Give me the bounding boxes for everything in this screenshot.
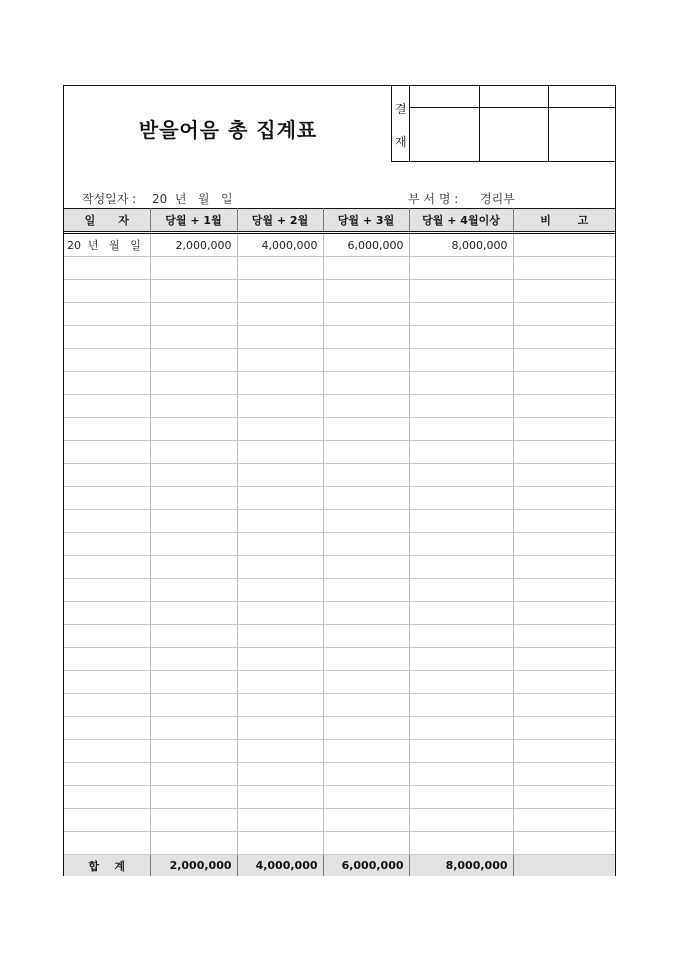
empty-cell[interactable] xyxy=(513,487,615,510)
amount-cell[interactable]: 8,000,000 xyxy=(409,233,513,257)
table-row xyxy=(64,372,615,395)
empty-cell[interactable] xyxy=(513,625,615,648)
column-header: 당월 + 4월이상 xyxy=(409,209,513,233)
empty-cell[interactable] xyxy=(323,556,409,579)
empty-cell[interactable] xyxy=(150,740,237,763)
empty-cell[interactable] xyxy=(323,671,409,694)
empty-cell[interactable] xyxy=(513,648,615,671)
approval-cell-2[interactable] xyxy=(480,86,549,161)
table-body xyxy=(64,233,615,855)
empty-cell[interactable] xyxy=(323,648,409,671)
empty-cell[interactable] xyxy=(237,441,323,464)
empty-cell[interactable] xyxy=(409,602,513,625)
empty-cell[interactable] xyxy=(409,464,513,487)
empty-cell[interactable] xyxy=(409,740,513,763)
table-row xyxy=(64,786,615,809)
empty-cell[interactable] xyxy=(323,832,409,855)
table-row xyxy=(64,418,615,441)
empty-cell[interactable] xyxy=(237,832,323,855)
empty-cell[interactable] xyxy=(64,579,150,602)
column-header: 일 자 xyxy=(64,209,150,233)
column-header: 당월 + 3월 xyxy=(323,209,409,233)
empty-cell[interactable] xyxy=(409,625,513,648)
table-row xyxy=(64,303,615,326)
empty-cell[interactable] xyxy=(513,579,615,602)
empty-cell[interactable] xyxy=(409,786,513,809)
empty-cell[interactable] xyxy=(513,510,615,533)
table-row xyxy=(64,233,615,257)
empty-cell[interactable] xyxy=(237,349,323,372)
approval-divider xyxy=(410,107,616,108)
empty-cell[interactable] xyxy=(150,395,237,418)
empty-cell[interactable] xyxy=(150,602,237,625)
empty-cell[interactable] xyxy=(323,372,409,395)
approval-box xyxy=(391,86,616,162)
empty-cell[interactable] xyxy=(513,717,615,740)
empty-cell[interactable] xyxy=(237,602,323,625)
empty-cell[interactable] xyxy=(150,418,237,441)
empty-cell[interactable] xyxy=(150,763,237,786)
empty-cell[interactable] xyxy=(237,510,323,533)
empty-cell[interactable] xyxy=(64,786,150,809)
empty-cell[interactable] xyxy=(150,694,237,717)
empty-cell[interactable] xyxy=(513,740,615,763)
empty-cell[interactable] xyxy=(323,441,409,464)
empty-cell[interactable] xyxy=(323,418,409,441)
empty-cell[interactable] xyxy=(150,303,237,326)
empty-cell[interactable] xyxy=(150,372,237,395)
empty-cell[interactable] xyxy=(513,694,615,717)
empty-cell[interactable] xyxy=(64,303,150,326)
empty-cell[interactable] xyxy=(409,326,513,349)
totals-row xyxy=(64,855,615,877)
empty-cell[interactable] xyxy=(513,372,615,395)
empty-cell[interactable] xyxy=(64,372,150,395)
table-row xyxy=(64,809,615,832)
empty-cell[interactable] xyxy=(323,809,409,832)
empty-cell[interactable] xyxy=(150,671,237,694)
empty-cell[interactable] xyxy=(64,809,150,832)
empty-cell[interactable] xyxy=(237,740,323,763)
empty-cell[interactable] xyxy=(64,280,150,303)
total-amount-cell: 4,000,000 xyxy=(237,855,323,877)
empty-cell[interactable] xyxy=(64,648,150,671)
empty-cell[interactable] xyxy=(409,303,513,326)
total-amount-cell: 2,000,000 xyxy=(150,855,237,877)
empty-cell[interactable] xyxy=(409,372,513,395)
empty-cell[interactable] xyxy=(64,556,150,579)
empty-cell[interactable] xyxy=(409,418,513,441)
empty-cell[interactable] xyxy=(64,671,150,694)
table-row xyxy=(64,717,615,740)
empty-cell[interactable] xyxy=(237,648,323,671)
column-header: 당월 + 2월 xyxy=(237,209,323,233)
empty-cell[interactable] xyxy=(409,832,513,855)
empty-cell[interactable] xyxy=(513,602,615,625)
empty-cell[interactable] xyxy=(513,349,615,372)
table-row xyxy=(64,510,615,533)
empty-cell[interactable] xyxy=(64,625,150,648)
empty-cell[interactable] xyxy=(323,763,409,786)
total-amount-cell: 6,000,000 xyxy=(323,855,409,877)
empty-cell[interactable] xyxy=(237,579,323,602)
empty-cell[interactable] xyxy=(237,326,323,349)
approval-cell-3[interactable] xyxy=(549,86,617,161)
table-row xyxy=(64,464,615,487)
total-amount-cell: 8,000,000 xyxy=(409,855,513,877)
table-row xyxy=(64,671,615,694)
empty-cell[interactable] xyxy=(323,533,409,556)
table-row xyxy=(64,556,615,579)
empty-cell[interactable] xyxy=(150,441,237,464)
table-row xyxy=(64,257,615,280)
empty-cell[interactable] xyxy=(323,740,409,763)
approval-label-bottom: 재 xyxy=(395,135,407,149)
column-header: 비 고 xyxy=(513,209,615,233)
empty-cell[interactable] xyxy=(237,717,323,740)
empty-cell[interactable] xyxy=(323,303,409,326)
empty-cell[interactable] xyxy=(409,671,513,694)
empty-cell[interactable] xyxy=(513,395,615,418)
empty-cell[interactable] xyxy=(513,832,615,855)
empty-cell[interactable] xyxy=(513,556,615,579)
approval-cell-1[interactable] xyxy=(410,86,480,161)
empty-cell[interactable] xyxy=(409,579,513,602)
empty-cell[interactable] xyxy=(64,763,150,786)
empty-cell[interactable] xyxy=(150,809,237,832)
table-row xyxy=(64,763,615,786)
empty-cell[interactable] xyxy=(409,717,513,740)
empty-cell[interactable] xyxy=(237,487,323,510)
totals-label: 합 계 xyxy=(64,855,150,877)
empty-cell[interactable] xyxy=(237,280,323,303)
table-row xyxy=(64,326,615,349)
empty-cell[interactable] xyxy=(513,418,615,441)
date-label: 작성일자 : xyxy=(82,192,137,206)
empty-cell[interactable] xyxy=(409,694,513,717)
empty-cell[interactable] xyxy=(64,740,150,763)
table-row xyxy=(64,648,615,671)
empty-cell[interactable] xyxy=(409,441,513,464)
table-row xyxy=(64,694,615,717)
empty-cell[interactable] xyxy=(64,510,150,533)
amount-cell[interactable]: 6,000,000 xyxy=(323,233,409,257)
empty-cell[interactable] xyxy=(513,809,615,832)
empty-cell[interactable] xyxy=(150,786,237,809)
empty-cell[interactable] xyxy=(64,395,150,418)
column-header: 당월 + 1월 xyxy=(150,209,237,233)
empty-cell[interactable] xyxy=(237,556,323,579)
empty-cell[interactable] xyxy=(150,648,237,671)
table-row xyxy=(64,533,615,556)
table-row xyxy=(64,441,615,464)
empty-cell[interactable] xyxy=(323,487,409,510)
empty-cell[interactable] xyxy=(323,280,409,303)
empty-cell[interactable] xyxy=(513,280,615,303)
empty-cell[interactable] xyxy=(150,533,237,556)
empty-cell[interactable] xyxy=(513,786,615,809)
table-row xyxy=(64,395,615,418)
dept-value[interactable]: 경리부 xyxy=(480,192,515,206)
empty-cell[interactable] xyxy=(323,717,409,740)
empty-cell[interactable] xyxy=(237,809,323,832)
empty-cell[interactable] xyxy=(150,625,237,648)
empty-cell[interactable] xyxy=(323,257,409,280)
empty-cell[interactable] xyxy=(237,786,323,809)
empty-cell[interactable] xyxy=(150,349,237,372)
table-row xyxy=(64,487,615,510)
approval-label-top: 결 xyxy=(395,102,407,116)
empty-cell[interactable] xyxy=(323,349,409,372)
empty-cell[interactable] xyxy=(64,418,150,441)
empty-cell[interactable] xyxy=(64,326,150,349)
approval-label xyxy=(392,86,410,161)
empty-cell[interactable] xyxy=(64,257,150,280)
summary-table xyxy=(64,208,615,876)
empty-cell[interactable] xyxy=(64,464,150,487)
empty-cell[interactable] xyxy=(64,602,150,625)
empty-cell[interactable] xyxy=(323,464,409,487)
empty-cell[interactable] xyxy=(64,832,150,855)
empty-cell[interactable] xyxy=(150,579,237,602)
empty-cell[interactable] xyxy=(237,533,323,556)
empty-cell[interactable] xyxy=(64,487,150,510)
empty-cell[interactable] xyxy=(150,510,237,533)
amount-cell[interactable] xyxy=(513,233,615,257)
empty-cell[interactable] xyxy=(150,832,237,855)
table-row xyxy=(64,740,615,763)
table-row xyxy=(64,832,615,855)
table-header-row xyxy=(64,209,615,233)
empty-cell[interactable] xyxy=(64,717,150,740)
empty-cell[interactable] xyxy=(237,671,323,694)
table-row xyxy=(64,625,615,648)
empty-cell[interactable] xyxy=(409,510,513,533)
empty-cell[interactable] xyxy=(237,694,323,717)
empty-cell[interactable] xyxy=(323,602,409,625)
empty-cell[interactable] xyxy=(409,809,513,832)
empty-cell[interactable] xyxy=(513,464,615,487)
empty-cell[interactable] xyxy=(409,763,513,786)
amount-cell[interactable]: 2,000,000 xyxy=(150,233,237,257)
empty-cell[interactable] xyxy=(237,625,323,648)
empty-cell[interactable] xyxy=(513,533,615,556)
empty-cell[interactable] xyxy=(323,694,409,717)
empty-cell[interactable] xyxy=(409,257,513,280)
empty-cell[interactable] xyxy=(323,326,409,349)
empty-cell[interactable] xyxy=(323,625,409,648)
empty-cell[interactable] xyxy=(64,441,150,464)
empty-cell[interactable] xyxy=(513,303,615,326)
report-frame xyxy=(63,85,616,876)
document-title: 받을어음 총 집계표 xyxy=(138,118,318,142)
empty-cell[interactable] xyxy=(64,533,150,556)
empty-cell[interactable] xyxy=(409,349,513,372)
date-value[interactable]: 20 년 월 일 xyxy=(152,192,233,206)
empty-cell[interactable] xyxy=(150,487,237,510)
row-date-cell[interactable]: 20 년 월 일 xyxy=(64,233,150,257)
empty-cell[interactable] xyxy=(237,372,323,395)
empty-cell[interactable] xyxy=(237,418,323,441)
empty-cell[interactable] xyxy=(150,326,237,349)
empty-cell[interactable] xyxy=(409,280,513,303)
empty-cell[interactable] xyxy=(237,464,323,487)
empty-cell[interactable] xyxy=(323,579,409,602)
total-amount-cell xyxy=(513,855,615,877)
empty-cell[interactable] xyxy=(64,349,150,372)
empty-cell[interactable] xyxy=(323,395,409,418)
empty-cell[interactable] xyxy=(150,464,237,487)
empty-cell[interactable] xyxy=(513,671,615,694)
empty-cell[interactable] xyxy=(513,763,615,786)
empty-cell[interactable] xyxy=(237,257,323,280)
empty-cell[interactable] xyxy=(323,510,409,533)
empty-cell[interactable] xyxy=(513,441,615,464)
empty-cell[interactable] xyxy=(513,326,615,349)
table-row xyxy=(64,602,615,625)
empty-cell[interactable] xyxy=(409,533,513,556)
table-row xyxy=(64,280,615,303)
empty-cell[interactable] xyxy=(150,280,237,303)
empty-cell[interactable] xyxy=(323,786,409,809)
empty-cell[interactable] xyxy=(150,717,237,740)
empty-cell[interactable] xyxy=(409,648,513,671)
empty-cell[interactable] xyxy=(237,303,323,326)
empty-cell[interactable] xyxy=(513,257,615,280)
empty-cell[interactable] xyxy=(237,395,323,418)
empty-cell[interactable] xyxy=(409,556,513,579)
empty-cell[interactable] xyxy=(409,395,513,418)
dept-label: 부 서 명 : xyxy=(408,192,459,206)
empty-cell[interactable] xyxy=(409,487,513,510)
table-row xyxy=(64,579,615,602)
empty-cell[interactable] xyxy=(150,556,237,579)
table-row xyxy=(64,349,615,372)
empty-cell[interactable] xyxy=(237,763,323,786)
amount-cell[interactable]: 4,000,000 xyxy=(237,233,323,257)
empty-cell[interactable] xyxy=(64,694,150,717)
empty-cell[interactable] xyxy=(150,257,237,280)
